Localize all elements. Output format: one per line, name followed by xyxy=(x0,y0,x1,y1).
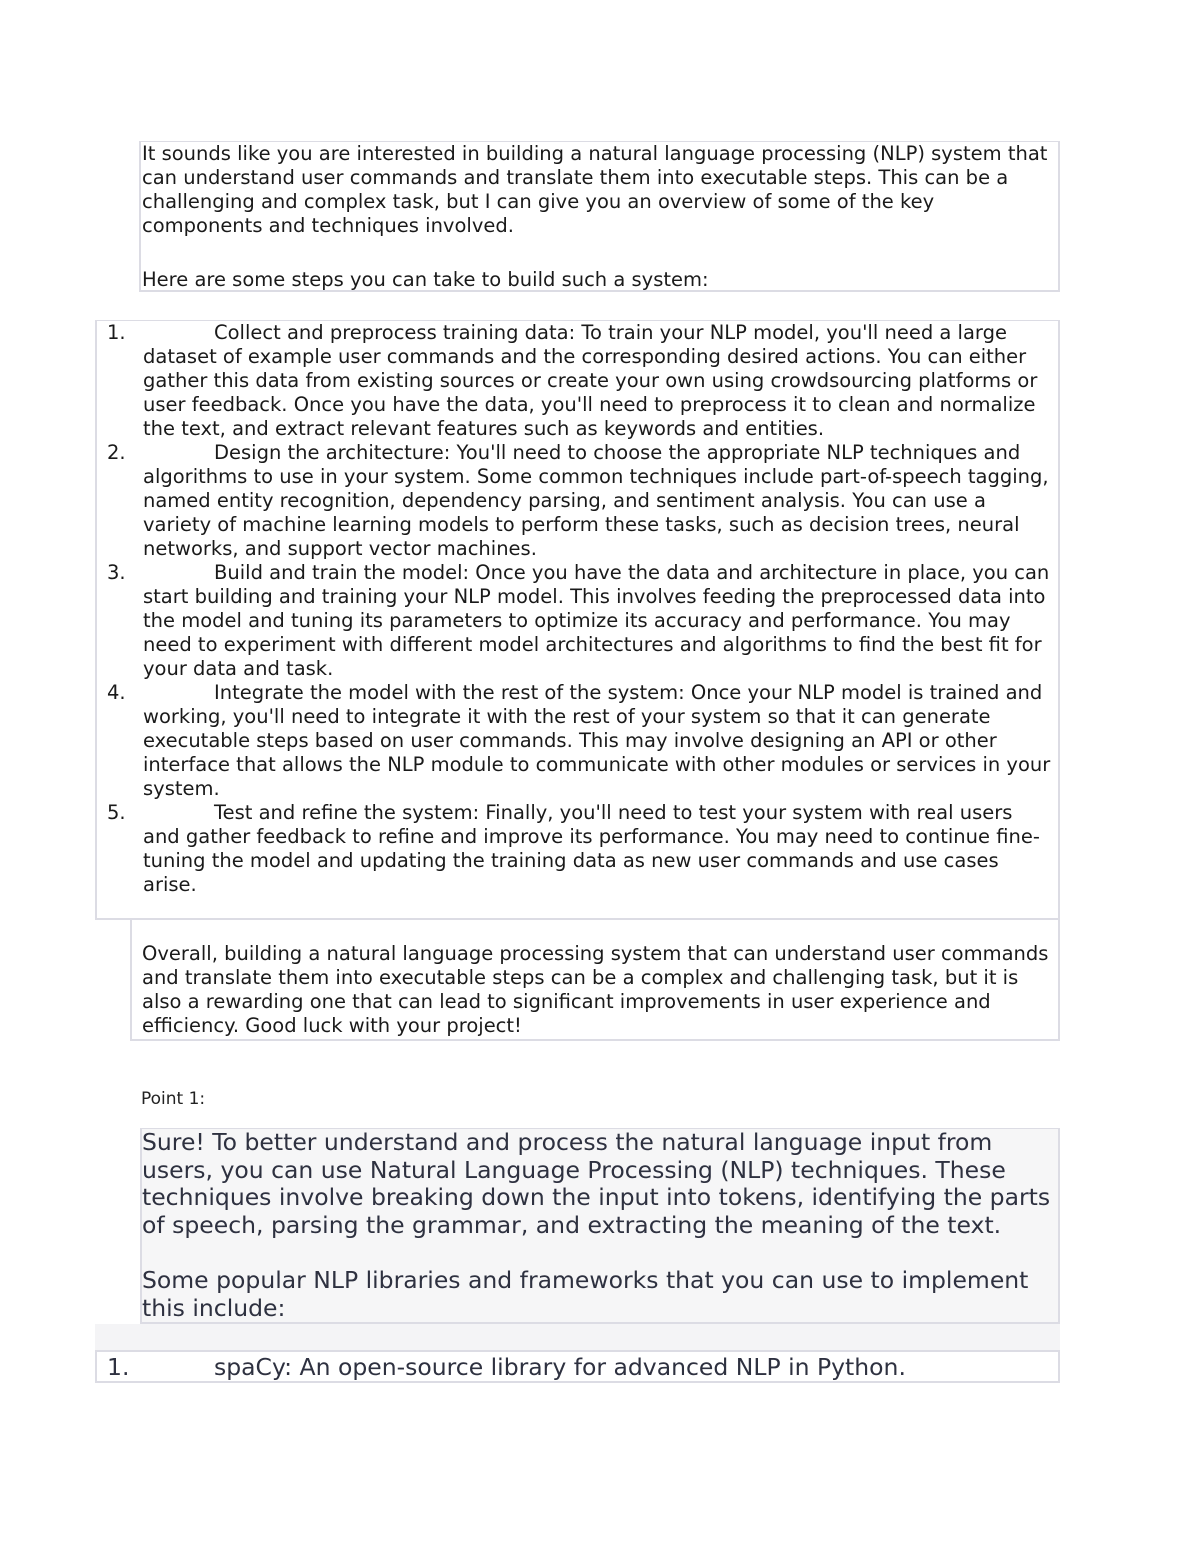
steps-list xyxy=(95,320,1060,920)
list-item-text: spaCy: An open-source library for advanced NLP in Python. xyxy=(214,1353,906,1381)
conclusion-paragraph: Overall, building a natural language processing system that can understand user commands and translate them into executable steps can be a complex and challenging task, but it is also a rewarding one that can lead to significant improvements in user experience and efficiency. Good luck with your project! xyxy=(142,942,1055,1037)
list-item-number: 4. xyxy=(107,681,126,704)
spacer-band xyxy=(95,1324,1060,1350)
answer-block xyxy=(140,1128,1060,1324)
intro-steps-lead: Here are some steps you can take to build such a system: xyxy=(142,268,709,291)
list-item-text: Collect and preprocess training data: To train your NLP model, you'll need a large dataset of example user commands and the corresponding desired actions. You can either gather this data from existing sources or create your own using crowdsourcing platforms or user feedback. Once you have the data, you'll need to preprocess it to clean and normalize the text, and extract relevant features such as keywords and entities. xyxy=(143,321,1044,440)
intro-block xyxy=(139,141,1060,292)
list-item xyxy=(97,321,1058,441)
section-label: Point 1: xyxy=(141,1089,206,1109)
list-item-text: Test and refine the system: Finally, you'll need to test your system with real users and gather feedback to refine and improve its performance. You may need to continue fine-tuning the model and updating the training data as new user commands and use cases arise. xyxy=(143,801,1040,896)
list-item-text: Design the architecture: You'll need to choose the appropriate NLP techniques and algorithms to use in your system. Some common techniques include part-of-speech tagging, named entity recognition, dependency parsing, and sentiment analysis. You can use a variety of machine learning models to perform these tasks, such as decision trees, neural networks, and support vector machines. xyxy=(143,441,1055,560)
libraries-list xyxy=(95,1350,1060,1383)
list-item-number: 1. xyxy=(107,321,126,344)
libraries-lead: Some popular NLP libraries and frameworks that you can use to implement this include: xyxy=(142,1266,1036,1322)
list-item xyxy=(97,1352,1058,1382)
list-item-text: Integrate the model with the rest of the system: Once your NLP model is trained and working, you'll need to integrate it with the rest of your system so that it can generate executable steps based on user commands. This may involve designing an API or other interface that allows the NLP module to communicate with other modules or services in your system. xyxy=(143,681,1057,800)
list-item xyxy=(97,561,1058,681)
list-item xyxy=(97,681,1058,801)
list-item-number: 1. xyxy=(107,1353,130,1381)
intro-paragraph: It sounds like you are interested in building a natural language processing (NLP) system that can understand user commands and translate them into executable steps. This can be a challenging and complex task, but I can give you an overview of some of the key components and techniques involved. xyxy=(142,142,1054,237)
list-item-number: 2. xyxy=(107,441,126,464)
list-item-text: Build and train the model: Once you have the data and architecture in place, you can start building and training your NLP model. This involves feeding the preprocessed data into the model and tuning its parameters to optimize its accuracy and performance. You may need to experiment with different model architectures and algorithms to find the best fit for your data and task. xyxy=(143,561,1056,680)
list-item-number: 5. xyxy=(107,801,126,824)
list-item-number: 3. xyxy=(107,561,126,584)
list-item xyxy=(97,441,1058,561)
conclusion-block xyxy=(130,918,1060,1041)
answer-paragraph: Sure! To better understand and process the natural language input from users, you can use Natural Language Processing (NLP) techniques. These techniques involve breaking down the input into tokens, identifying the parts of speech, parsing the grammar, and extracting the meaning of the text. xyxy=(142,1128,1058,1239)
list-item xyxy=(97,801,1058,897)
